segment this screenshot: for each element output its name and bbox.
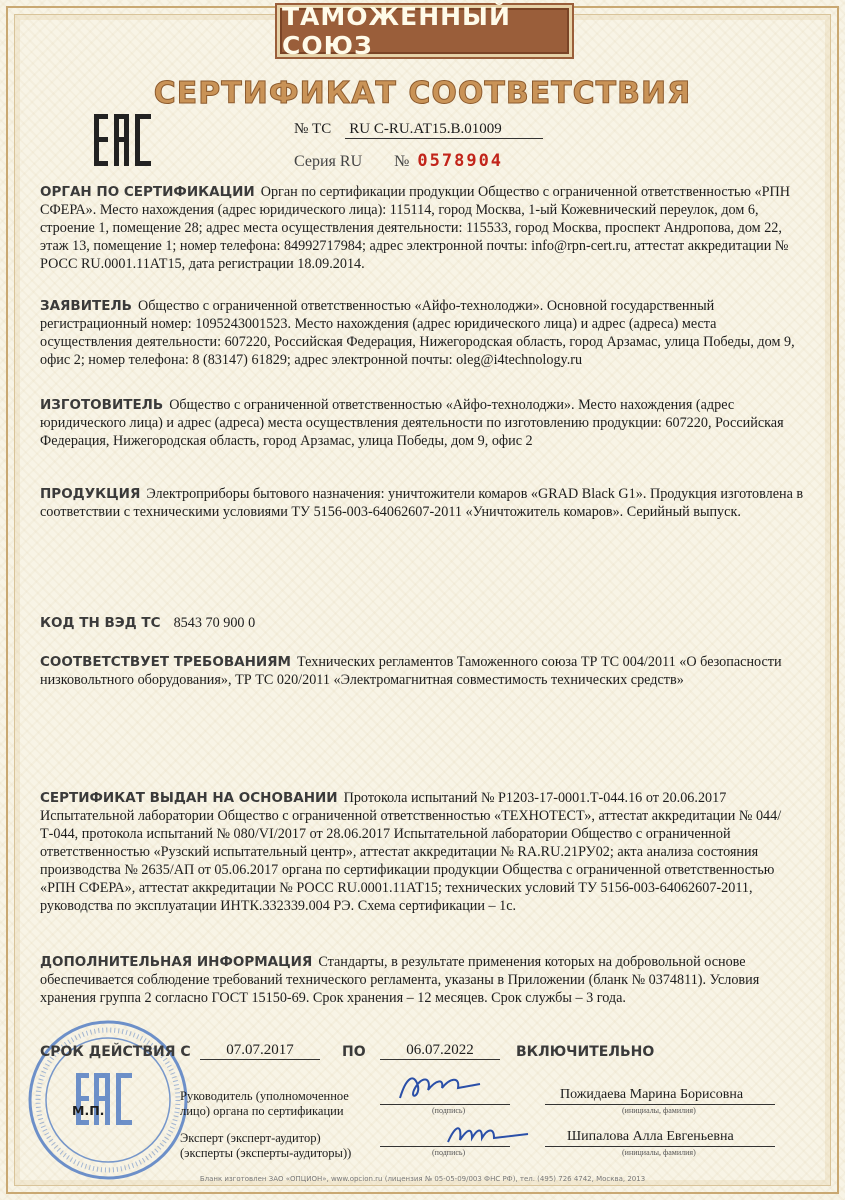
number-value: RU C-RU.AT15.B.01009 (345, 121, 543, 139)
blank-footer: Бланк изготовлен ЗАО «ОПЦИОН», www.opcion.ru (лицензия № 05-05-09/003 ФНС РФ), тел. (495) 726 4742, Москва, 2013 (199, 1175, 646, 1183)
complies-section (40, 653, 812, 689)
manufacturer-label: ИЗГОТОВИТЕЛЬ (40, 397, 164, 413)
complies-text: Технических регламентов Таможенного союза ТР ТС 004/2011 «О безопасности низковольтного оборудования», ТР ТС 020/2011 «Электромагнитная совместимость технических средств» (40, 654, 782, 688)
eac-logo-icon (92, 112, 154, 168)
serial-label: № (394, 153, 410, 170)
validity-from-date: 07.07.2017 (200, 1042, 320, 1060)
manufacturer-section (40, 396, 812, 450)
expert-signature-caption: (подпись) (432, 1148, 466, 1157)
expert-name-caption: (инициалы, фамилия) (622, 1148, 696, 1157)
head-role-line-2: лицо) органа по сертификации (180, 1104, 344, 1118)
applicant-label: ЗАЯВИТЕЛЬ (40, 298, 132, 314)
expert-role (180, 1131, 351, 1161)
product-label: ПРОДУКЦИЯ (40, 486, 141, 502)
complies-label: СООТВЕТСТВУЕТ ТРЕБОВАНИЯМ (40, 654, 291, 670)
hs-code-value: 8543 70 900 0 (173, 615, 256, 631)
basis-section (40, 789, 812, 915)
basis-label: СЕРТИФИКАТ ВЫДАН НА ОСНОВАНИИ (40, 790, 338, 806)
stamp-place-label: М.П. (72, 1103, 105, 1118)
hs-code-label: КОД ТН ВЭД ТС (40, 615, 161, 631)
product-section (40, 485, 812, 521)
head-role-line-1: Руководитель (уполномоченное (180, 1089, 349, 1103)
certificate-title: СЕРТИФИКАТ СООТВЕТСТВИЯ (153, 76, 692, 111)
certification-body-label: ОРГАН ПО СЕРТИФИКАЦИИ (40, 184, 255, 200)
additional-info-text: Стандарты, в результате применения которых на добровольной основе обеспечивается соблюдение требований технического регламента, указаны в Приложении (бланк № 0374811). Условия хранения группа 2 согласно ГОСТ 15150-69. Срок хранения – 12 месяцев. Срок службы – 3 года. (40, 954, 760, 1006)
basis-text: Протокола испытаний № Р1203-17-0001.Т-044.16 от 20.06.2017 Испытательной лаборатории Общество с ограниченной ответственностью «ТЕХНОТЕСТ», аттестат аккредитации № 044/Т-044, протокола испытаний № 080/VI/2017 от 28.06.2017 Испытательной лаборатории Общество с ограниченной ответственностью «Рузский испытательный центр», аттестат аккредитации № RA.RU.21РУ02; акта анализа состояния производства № 2635/АП от 05.06.2017 органа по сертификации продукции Общества с ограниченной ответственностью «РПН СФЕРА», аттестат аккредитации № РОСС RU.0001.11АТ15; технических условий ТУ 5156-003-64062607-2011, руководства по эксплуатации ИНТК.332339.004 РЭ. Схема сертификации – 1с. (40, 790, 782, 914)
validity-to-label: ПО (342, 1044, 366, 1060)
expert-name-line (545, 1146, 775, 1147)
manufacturer-text: Общество с ограниченной ответственностью «Айфо-технолоджи». Место нахождения (адрес юридического лица) и адрес (адреса) места осуществления деятельности по изготовлению продукции: 607220, Российская Федерация, Нижегородская область, город Арзамас, улица Победы, дом 9, офис 2 (40, 397, 784, 449)
head-name-line (545, 1104, 775, 1105)
certification-body-text: Орган по сертификации продукции Общество с ограниченной ответственностью «РПН СФЕРА». Место нахождения (адрес юридического лица): 115114, город Москва, 1-ый Кожевнический переулок, дом 6, строение 1, помещение 28; адрес места осуществления деятельности: 115533, город Москва, проспект Андропова, дом 22, этаж 13, помещение 1; номер телефона: 84992717984; адрес электронной почты: info@rpn-cert.ru, аттестат аккредитации № РОСС RU.0001.11АТ15, дата регистрации 18.09.2014. (40, 184, 790, 272)
validity-to-date: 06.07.2022 (380, 1042, 500, 1060)
applicant-text: Общество с ограниченной ответственностью «Айфо-технолоджи». Основной государственный регистрационный номер: 1095243001523. Место нахождения (адрес юридического лица) и адрес (адреса) места осуществления деятельности: 607220, Российская Федерация, Нижегородская область, город Арзамас, улица Победы, дом 9, офис 2; номер телефона: 8 (83147) 61829; адрес электронной почты: oleg@i4technology.ru (40, 298, 795, 368)
head-name: Пожидаева Марина Борисовна (560, 1087, 744, 1102)
additional-info-label: ДОПОЛНИТЕЛЬНАЯ ИНФОРМАЦИЯ (40, 954, 313, 970)
head-signature-caption: (подпись) (432, 1106, 466, 1115)
certificate-number (294, 121, 543, 139)
expert-signature-line (380, 1146, 510, 1147)
number-label: № ТС (294, 121, 332, 137)
certification-body-section (40, 183, 812, 273)
hs-code-section (40, 614, 812, 632)
expert-role-line-2: (эксперты (эксперты-аудиторы)) (180, 1146, 352, 1160)
banner-text: ТАМОЖЕННЫЙ СОЮЗ (282, 2, 511, 60)
customs-union-banner (280, 2, 569, 60)
certification-stamp-icon (26, 1018, 190, 1182)
additional-info-section (40, 953, 812, 1007)
validity-row (40, 1044, 820, 1064)
serial-number: 0578904 (417, 151, 504, 171)
expert-role-line-1: Эксперт (эксперт-аудитор) (180, 1131, 321, 1145)
series-line (294, 151, 503, 171)
series-label: Серия RU (294, 153, 363, 170)
expert-signature-icon (442, 1114, 532, 1150)
validity-from-label: СРОК ДЕЙСТВИЯ С (40, 1044, 191, 1060)
product-text: Электроприборы бытового назначения: уничтожители комаров «GRAD Black G1». Продукция изготовлена в соответствии с техническими условиями ТУ 5156-003-64062607-2011 «Уничтожитель комаров». Серийный выпуск. (40, 486, 804, 520)
validity-inclusive-label: ВКЛЮЧИТЕЛЬНО (516, 1044, 655, 1060)
expert-name: Шипалова Алла Евгеньевна (567, 1129, 734, 1144)
head-signature-line (380, 1104, 510, 1105)
applicant-section (40, 297, 812, 369)
head-signature-icon (392, 1066, 484, 1108)
head-name-caption: (инициалы, фамилия) (622, 1106, 696, 1115)
head-role (180, 1089, 349, 1119)
